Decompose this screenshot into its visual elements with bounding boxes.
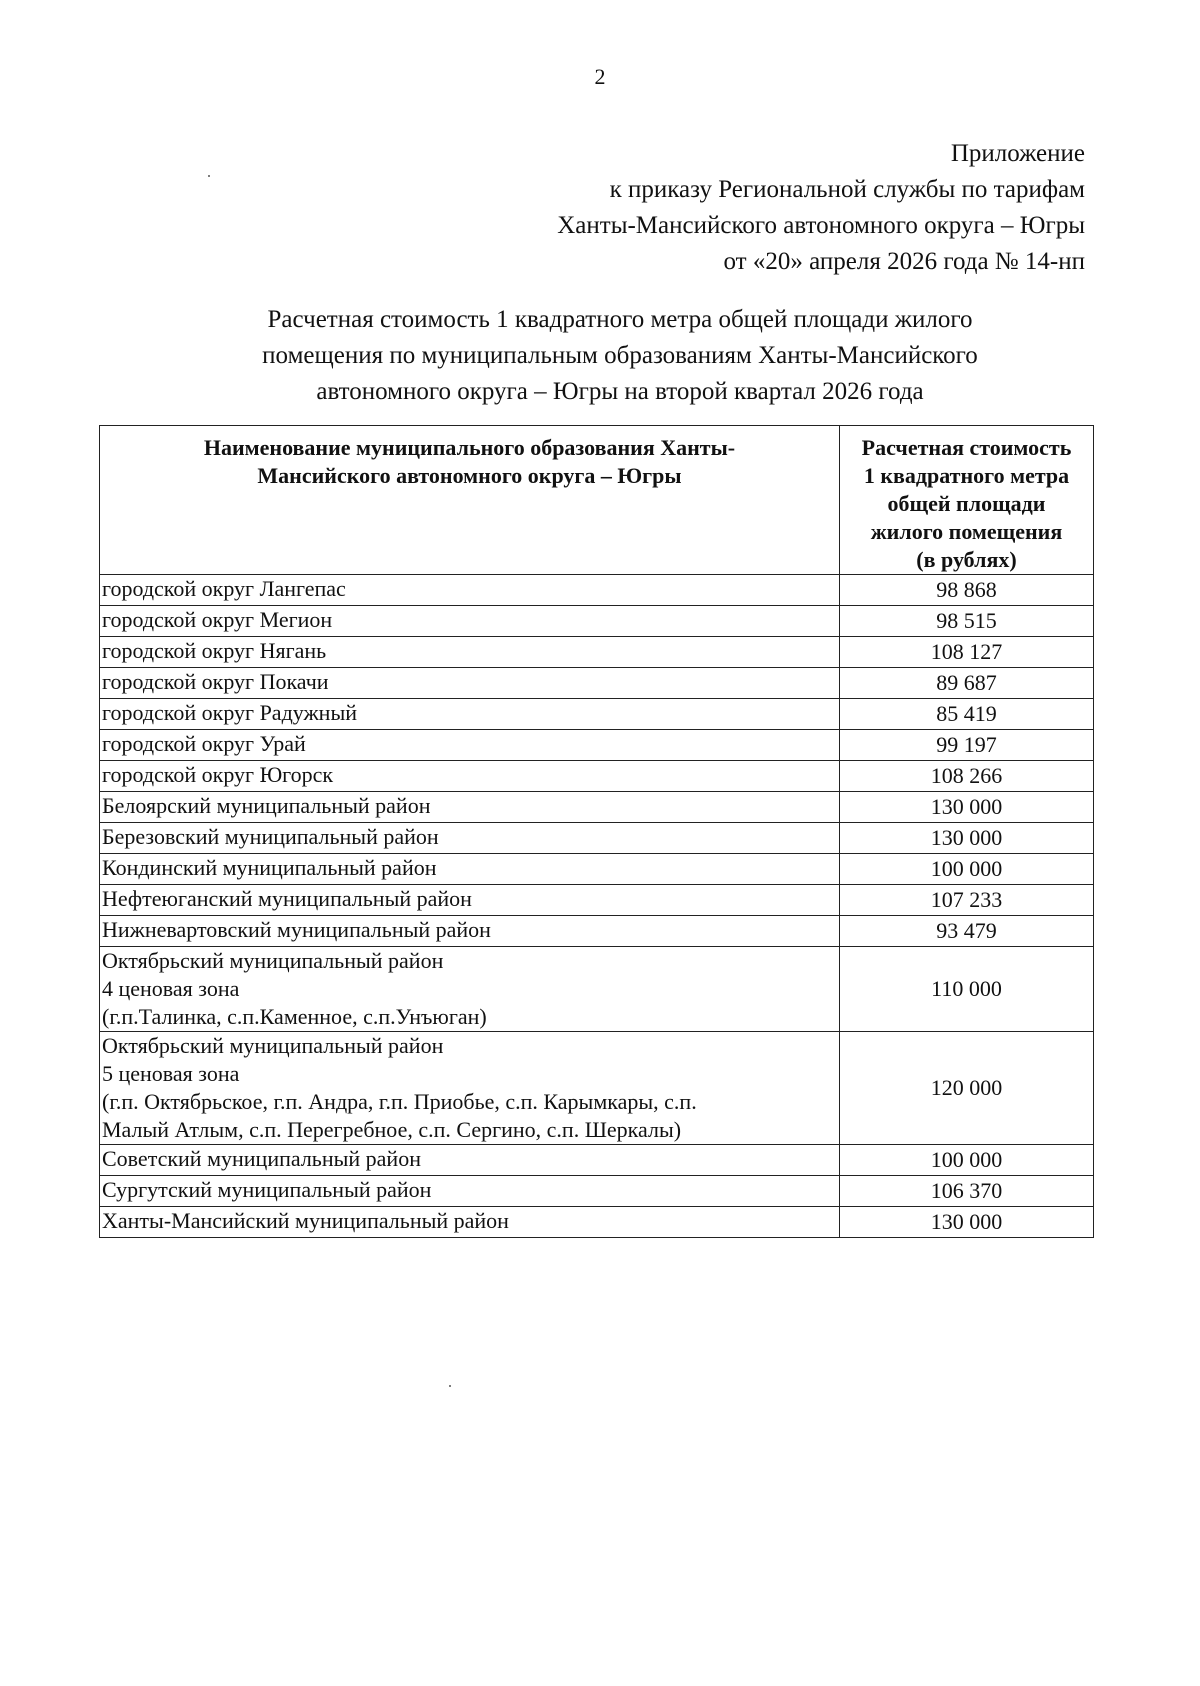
cost-cell: 110 000 <box>840 947 1094 1032</box>
municipality-line: (г.п. Октябрьское, г.п. Андра, г.п. Приобье, с.п. Карымкары, с.п. <box>102 1089 697 1114</box>
title-line: Расчетная стоимость 1 квадратного метра общей площади жилого <box>267 306 973 333</box>
header-line: общей площади <box>887 491 1046 516</box>
municipality-cell <box>100 637 840 668</box>
appendix-line: Ханты-Мансийского автономного округа – Югры <box>557 212 1085 239</box>
header-line: Расчетная стоимость <box>861 435 1072 460</box>
municipality-line: Ханты-Мансийский муниципальный район <box>102 1208 509 1233</box>
municipality-line: городской округ Урай <box>102 731 306 756</box>
municipality-line: 4 ценовая зона <box>102 976 240 1001</box>
municipality-line: Кондинский муниципальный район <box>102 855 437 880</box>
municipality-cell <box>100 854 840 885</box>
municipality-cell <box>100 606 840 637</box>
header-line: (в рублях) <box>916 547 1017 572</box>
municipality-cell <box>100 668 840 699</box>
municipality-line: 5 ценовая зона <box>102 1061 240 1086</box>
cost-cell: 98 515 <box>840 606 1094 637</box>
header-line: жилого помещения <box>870 519 1063 544</box>
cost-cell: 106 370 <box>840 1176 1094 1207</box>
municipality-line: Сургутский муниципальный район <box>102 1177 432 1202</box>
cost-cell: 130 000 <box>840 823 1094 854</box>
municipality-cell <box>100 823 840 854</box>
cost-cell: 108 127 <box>840 637 1094 668</box>
appendix-line: к приказу Региональной службы по тарифам <box>609 176 1085 203</box>
municipality-line: городской округ Покачи <box>102 669 329 694</box>
scan-speck <box>208 175 210 177</box>
municipality-cell <box>100 1207 840 1238</box>
table-row <box>100 730 1094 761</box>
table-row <box>100 916 1094 947</box>
page-number: 2 <box>594 64 606 89</box>
municipality-cell <box>100 947 840 1032</box>
table-row <box>100 575 1094 606</box>
table-row <box>100 792 1094 823</box>
table-row <box>100 637 1094 668</box>
municipality-line: (г.п.Талинка, с.п.Каменное, с.п.Унъюган) <box>102 1004 487 1029</box>
cost-cell: 98 868 <box>840 575 1094 606</box>
cost-cell: 89 687 <box>840 668 1094 699</box>
cost-cell: 99 197 <box>840 730 1094 761</box>
tariff-table <box>99 425 1094 1238</box>
municipality-cell <box>100 761 840 792</box>
municipality-cell <box>100 575 840 606</box>
municipality-line: городской округ Нягань <box>102 638 327 663</box>
table-row <box>100 1176 1094 1207</box>
municipality-line: Белоярский муниципальный район <box>102 793 431 818</box>
appendix-line: от «20» апреля 2026 года № 14-нп <box>723 248 1085 275</box>
cost-cell: 107 233 <box>840 885 1094 916</box>
table-body <box>100 575 1094 1238</box>
title-line: автономного округа – Югры на второй квартал 2026 года <box>316 378 924 405</box>
municipality-line: Нефтеюганский муниципальный район <box>102 886 472 911</box>
table-row <box>100 761 1094 792</box>
table-row <box>100 1207 1094 1238</box>
municipality-cell <box>100 1032 840 1145</box>
cost-cell: 100 000 <box>840 854 1094 885</box>
table-row <box>100 885 1094 916</box>
table-row <box>100 699 1094 730</box>
appendix-header <box>557 136 1085 280</box>
header-line: 1 квадратного метра <box>863 463 1070 488</box>
cost-cell: 85 419 <box>840 699 1094 730</box>
table-header-row <box>100 426 1094 575</box>
scan-speck <box>449 1385 451 1387</box>
cost-cell: 100 000 <box>840 1145 1094 1176</box>
header-cost <box>840 426 1094 575</box>
appendix-line: Приложение <box>950 140 1085 167</box>
table-row <box>100 606 1094 637</box>
municipality-line: городской округ Югорск <box>102 762 334 787</box>
municipality-cell <box>100 916 840 947</box>
municipality-line: Нижневартовский муниципальный район <box>102 917 491 942</box>
municipality-line: городской округ Мегион <box>102 607 333 632</box>
municipality-line: Октябрьский муниципальный район <box>102 948 444 973</box>
table-row <box>100 947 1094 1032</box>
municipality-line: Малый Атлым, с.п. Перегребное, с.п. Сергино, с.п. Шеркалы) <box>102 1117 682 1142</box>
municipality-line: Советский муниципальный район <box>102 1146 421 1171</box>
municipality-line: Октябрьский муниципальный район <box>102 1033 444 1058</box>
municipality-line: Березовский муниципальный район <box>102 824 439 849</box>
municipality-cell <box>100 792 840 823</box>
table-row <box>100 668 1094 699</box>
table-row <box>100 854 1094 885</box>
header-line: Наименование муниципального образования Ханты- <box>203 435 736 460</box>
table-row <box>100 1145 1094 1176</box>
municipality-line: городской округ Лангепас <box>102 576 346 601</box>
header-municipality <box>100 426 840 575</box>
municipality-cell <box>100 699 840 730</box>
document-title <box>170 302 1070 410</box>
table-row <box>100 1032 1094 1145</box>
municipality-cell <box>100 885 840 916</box>
table-row <box>100 823 1094 854</box>
cost-cell: 130 000 <box>840 1207 1094 1238</box>
cost-cell: 93 479 <box>840 916 1094 947</box>
municipality-cell <box>100 1176 840 1207</box>
municipality-cell <box>100 730 840 761</box>
municipality-line: городской округ Радужный <box>102 700 357 725</box>
cost-cell: 108 266 <box>840 761 1094 792</box>
title-line: помещения по муниципальным образованиям Ханты-Мансийского <box>262 342 978 369</box>
cost-cell: 120 000 <box>840 1032 1094 1145</box>
municipality-cell <box>100 1145 840 1176</box>
header-line: Мансийского автономного округа – Югры <box>257 463 682 488</box>
cost-cell: 130 000 <box>840 792 1094 823</box>
